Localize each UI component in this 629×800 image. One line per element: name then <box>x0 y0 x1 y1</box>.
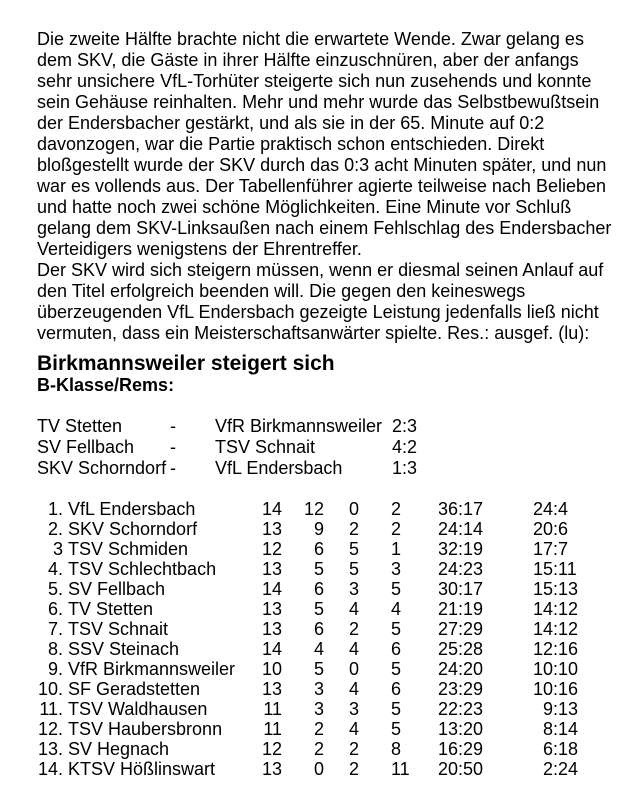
goals-for: 27 <box>437 619 458 639</box>
colon-separator: : <box>458 499 464 519</box>
points-against: 10 <box>558 659 579 679</box>
drawn-cell: 2 <box>348 619 359 639</box>
games-cell: 14 <box>261 499 282 519</box>
colon-separator: : <box>553 759 559 779</box>
goals-cell <box>430 519 483 539</box>
match-result-row <box>0 458 629 479</box>
article-line: sein Gehäuse reinhalten. Mehr und mehr wurde das Selbstbewußtsein <box>37 92 600 112</box>
points-for: 14 <box>532 619 553 639</box>
won-cell: 5 <box>313 559 324 579</box>
won-cell: 9 <box>313 519 324 539</box>
colon-separator: : <box>458 639 464 659</box>
lost-cell: 5 <box>391 719 402 739</box>
points-cell <box>519 499 568 519</box>
colon-separator: : <box>458 519 464 539</box>
away-team: VfR Birkmannsweiler <box>215 416 383 436</box>
drawn-cell: 3 <box>348 579 359 599</box>
points-for: 9 <box>542 699 553 719</box>
won-cell: 12 <box>303 499 324 519</box>
won-cell: 4 <box>313 639 324 659</box>
rank-cell: 3 <box>52 539 63 559</box>
lost-cell: 4 <box>391 599 402 619</box>
lost-cell: 5 <box>391 699 402 719</box>
rank-cell: 9. <box>47 659 63 679</box>
goals-against: 28 <box>463 639 484 659</box>
games-cell: 12 <box>261 739 282 759</box>
goals-cell <box>430 559 483 579</box>
points-cell <box>519 679 578 699</box>
colon-separator: : <box>458 599 464 619</box>
drawn-cell: 0 <box>348 499 359 519</box>
table-row <box>0 659 629 679</box>
goals-for: 23 <box>437 679 458 699</box>
games-cell: 13 <box>261 619 282 639</box>
drawn-cell: 4 <box>348 639 359 659</box>
colon-separator: : <box>458 699 464 719</box>
goals-for: 21 <box>437 599 458 619</box>
match-score: 2:3 <box>392 416 418 436</box>
home-team: SV Fellbach <box>37 437 135 457</box>
drawn-cell: 2 <box>348 519 359 539</box>
table-row <box>0 639 629 659</box>
won-cell: 2 <box>313 719 324 739</box>
points-against: 12 <box>558 599 579 619</box>
lost-cell: 3 <box>391 559 402 579</box>
away-team: VfL Endersbach <box>215 458 343 478</box>
goals-cell <box>430 759 483 779</box>
rank-cell: 11. <box>39 699 63 719</box>
team-cell: TSV Haubersbronn <box>68 719 223 739</box>
goals-for: 30 <box>437 579 458 599</box>
games-cell: 14 <box>261 639 282 659</box>
team-cell: TSV Schlechtbach <box>68 559 217 579</box>
points-cell <box>519 579 578 599</box>
article-line: Die zweite Hälfte brachte nicht die erwartete Wende. Zwar gelang es <box>37 29 584 49</box>
games-cell: 12 <box>261 539 282 559</box>
points-against: 6 <box>558 519 569 539</box>
points-cell <box>519 759 578 779</box>
team-cell: VfR Birkmannsweiler <box>68 659 236 679</box>
colon-separator: : <box>553 619 559 639</box>
colon-separator: : <box>458 559 464 579</box>
match-score: 1:3 <box>392 458 418 478</box>
won-cell: 2 <box>313 739 324 759</box>
team-cell: SSV Steinach <box>68 639 180 659</box>
points-against: 4 <box>558 499 569 519</box>
points-cell <box>519 619 578 639</box>
colon-separator: : <box>458 759 464 779</box>
table-row <box>0 519 629 539</box>
table-row <box>0 739 629 759</box>
goals-cell <box>430 739 483 759</box>
article-line: der Endersbacher gestärkt, und als sie in der 65. Minute auf 0:2 <box>37 113 545 133</box>
goals-against: 29 <box>463 739 484 759</box>
article-line: dem SKV, die Gäste in ihrer Hälfte einzuschnüren, aber der anfangs <box>37 50 579 70</box>
table-row <box>0 699 629 719</box>
team-cell: TSV Waldhausen <box>68 699 208 719</box>
points-against: 12 <box>558 619 579 639</box>
lost-cell: 5 <box>391 619 402 639</box>
points-for: 20 <box>532 519 553 539</box>
goals-for: 32 <box>437 539 458 559</box>
team-cell: KTSV Hößlinswart <box>68 759 216 779</box>
goals-against: 17 <box>463 579 484 599</box>
points-cell <box>519 559 577 579</box>
points-for: 24 <box>532 499 553 519</box>
match-score: 4:2 <box>392 437 418 457</box>
games-cell: 13 <box>261 599 282 619</box>
won-cell: 3 <box>313 679 324 699</box>
rank-cell: 1. <box>47 499 63 519</box>
article-line: vermuten, dass ein Meisterschaftsanwärter spielte. Res.: ausgef. (lu): <box>37 323 590 343</box>
colon-separator: : <box>553 559 559 579</box>
colon-separator: : <box>553 579 559 599</box>
drawn-cell: 5 <box>348 559 359 579</box>
colon-separator: : <box>458 679 464 699</box>
colon-separator: : <box>553 659 559 679</box>
goals-cell <box>430 719 483 739</box>
points-against: 24 <box>558 759 579 779</box>
drawn-cell: 4 <box>348 599 359 619</box>
article-line: gelang dem SKV-Linksaußen nach einem Fehlschlag des Endersbacher <box>37 218 612 238</box>
points-cell <box>519 699 578 719</box>
team-cell: SF Geradstetten <box>68 679 201 699</box>
league-standings-table <box>0 499 629 779</box>
article-line: war es vollends aus. Der Tabellenführer agierte teilweise nach Belieben <box>37 176 606 196</box>
points-cell <box>519 739 578 759</box>
points-for: 17 <box>532 539 553 559</box>
colon-separator: : <box>553 499 559 519</box>
headline: Birkmannsweiler steigert sich <box>37 352 335 375</box>
points-against: 16 <box>558 679 579 699</box>
goals-for: 20 <box>437 759 458 779</box>
points-against: 13 <box>558 579 579 599</box>
goals-cell <box>430 639 483 659</box>
points-against: 7 <box>558 539 569 559</box>
rank-cell: 12. <box>37 719 63 739</box>
points-for: 12 <box>532 639 553 659</box>
drawn-cell: 4 <box>348 719 359 739</box>
home-team: TV Stetten <box>37 416 123 436</box>
goals-against: 23 <box>463 559 484 579</box>
team-cell: TSV Schnait <box>68 619 169 639</box>
vs-separator: - <box>170 416 176 436</box>
goals-for: 13 <box>437 719 458 739</box>
team-cell: TV Stetten <box>68 599 154 619</box>
colon-separator: : <box>458 579 464 599</box>
goals-against: 50 <box>463 759 484 779</box>
article-line: den Titel erfolgreich beenden will. Die gegen den keineswegs <box>37 281 526 301</box>
rank-cell: 2. <box>47 519 63 539</box>
colon-separator: : <box>553 639 559 659</box>
team-cell: SKV Schorndorf <box>68 519 198 539</box>
lost-cell: 6 <box>391 639 402 659</box>
points-against: 14 <box>558 719 579 739</box>
points-for: 2 <box>542 759 553 779</box>
colon-separator: : <box>458 719 464 739</box>
drawn-cell: 2 <box>348 759 359 779</box>
article-line: sehr unsichere VfL-Torhüter steigerte sich nun zusehends und konnte <box>37 71 592 91</box>
table-row <box>0 499 629 519</box>
points-cell <box>519 599 578 619</box>
points-for: 8 <box>542 719 553 739</box>
team-cell: TSV Schmiden <box>68 539 189 559</box>
goals-cell <box>430 599 483 619</box>
lost-cell: 1 <box>391 539 402 559</box>
games-cell: 13 <box>261 519 282 539</box>
points-against: 11 <box>558 559 577 579</box>
rank-cell: 6. <box>47 599 63 619</box>
points-against: 16 <box>558 639 579 659</box>
colon-separator: : <box>458 659 464 679</box>
drawn-cell: 4 <box>348 679 359 699</box>
colon-separator: : <box>553 519 559 539</box>
table-row <box>0 619 629 639</box>
rank-cell: 10. <box>37 679 63 699</box>
drawn-cell: 0 <box>348 659 359 679</box>
colon-separator: : <box>553 599 559 619</box>
games-cell: 13 <box>261 759 282 779</box>
lost-cell: 8 <box>391 739 402 759</box>
points-for: 15 <box>532 559 553 579</box>
points-cell <box>519 659 578 679</box>
lost-cell: 2 <box>391 499 402 519</box>
team-cell: SV Fellbach <box>68 579 166 599</box>
vs-separator: - <box>170 458 176 478</box>
games-cell: 11 <box>263 719 282 739</box>
games-cell: 10 <box>261 659 282 679</box>
home-team: SKV Schorndorf <box>37 458 167 478</box>
won-cell: 3 <box>313 699 324 719</box>
points-for: 10 <box>532 679 553 699</box>
rank-cell: 7. <box>47 619 63 639</box>
match-results-list <box>0 416 629 479</box>
goals-cell <box>430 659 483 679</box>
lost-cell: 2 <box>391 519 402 539</box>
games-cell: 11 <box>263 699 282 719</box>
article-line: bloßgestellt wurde der SKV durch das 0:3 acht Minuten später, und nun <box>37 155 607 175</box>
points-for: 10 <box>532 659 553 679</box>
team-cell: SV Hegnach <box>68 739 170 759</box>
points-cell <box>519 639 578 659</box>
games-cell: 13 <box>261 559 282 579</box>
table-row <box>0 539 629 559</box>
goals-for: 24 <box>437 519 458 539</box>
points-cell <box>519 719 578 739</box>
goals-cell <box>430 579 483 599</box>
table-row <box>0 719 629 739</box>
goals-against: 20 <box>463 659 484 679</box>
goals-for: 22 <box>437 699 458 719</box>
points-for: 14 <box>532 599 553 619</box>
won-cell: 5 <box>313 659 324 679</box>
goals-against: 20 <box>463 719 484 739</box>
rank-cell: 8. <box>47 639 63 659</box>
won-cell: 6 <box>313 539 324 559</box>
points-against: 13 <box>558 699 579 719</box>
colon-separator: : <box>458 739 464 759</box>
lost-cell: 11 <box>391 759 410 779</box>
article-text <box>37 29 611 344</box>
points-cell <box>519 519 568 539</box>
article-line: Verteidigers wenigstens der Ehrentreffer. <box>37 239 362 259</box>
won-cell: 6 <box>313 579 324 599</box>
team-cell: VfL Endersbach <box>68 499 196 519</box>
lost-cell: 5 <box>391 659 402 679</box>
goals-cell <box>430 679 483 699</box>
goals-for: 25 <box>437 639 458 659</box>
goals-against: 17 <box>463 499 484 519</box>
goals-for: 16 <box>437 739 458 759</box>
goals-cell <box>430 619 483 639</box>
article-line: und hatte noch zwei schöne Möglichkeiten. Eine Minute vor Schluß <box>37 197 572 217</box>
points-for: 15 <box>532 579 553 599</box>
goals-for: 24 <box>437 659 458 679</box>
rank-cell: 5. <box>47 579 63 599</box>
table-row <box>0 759 629 779</box>
colon-separator: : <box>553 679 559 699</box>
games-cell: 14 <box>261 579 282 599</box>
points-cell <box>519 539 568 559</box>
lost-cell: 5 <box>391 579 402 599</box>
colon-separator: : <box>553 739 559 759</box>
table-row <box>0 599 629 619</box>
goals-against: 29 <box>463 619 484 639</box>
colon-separator: : <box>553 539 559 559</box>
goals-against: 19 <box>463 599 484 619</box>
article-line: Der SKV wird sich steigern müssen, wenn er diesmal seinen Anlauf auf <box>37 260 604 280</box>
won-cell: 6 <box>313 619 324 639</box>
goals-against: 29 <box>463 679 484 699</box>
drawn-cell: 5 <box>348 539 359 559</box>
won-cell: 5 <box>313 599 324 619</box>
rank-cell: 13. <box>37 739 63 759</box>
goals-against: 19 <box>463 539 484 559</box>
table-row <box>0 579 629 599</box>
points-for: 6 <box>542 739 553 759</box>
points-against: 18 <box>558 739 579 759</box>
rank-cell: 14. <box>37 759 63 779</box>
table-row <box>0 679 629 699</box>
goals-cell <box>430 699 483 719</box>
vs-separator: - <box>170 437 176 457</box>
colon-separator: : <box>458 539 464 559</box>
colon-separator: : <box>553 719 559 739</box>
colon-separator: : <box>553 699 559 719</box>
goals-against: 23 <box>463 699 484 719</box>
games-cell: 13 <box>261 679 282 699</box>
goals-against: 14 <box>463 519 484 539</box>
rank-cell: 4. <box>47 559 63 579</box>
article-line: überzeugenden VfL Endersbach gezeigte Leistung jedenfalls ließ nicht <box>37 302 599 322</box>
drawn-cell: 2 <box>348 739 359 759</box>
match-result-row <box>0 437 629 458</box>
lost-cell: 6 <box>391 679 402 699</box>
table-row <box>0 559 629 579</box>
goals-for: 36 <box>437 499 458 519</box>
goals-cell <box>430 499 483 519</box>
drawn-cell: 3 <box>348 699 359 719</box>
away-team: TSV Schnait <box>215 437 316 457</box>
match-result-row <box>0 416 629 437</box>
league-subheading: B-Klasse/Rems: <box>37 375 175 395</box>
goals-for: 24 <box>437 559 458 579</box>
goals-cell <box>430 539 483 559</box>
colon-separator: : <box>458 619 464 639</box>
article-line: davonzogen, war die Partie praktisch schon entschieden. Direkt <box>37 134 545 154</box>
won-cell: 0 <box>313 759 324 779</box>
